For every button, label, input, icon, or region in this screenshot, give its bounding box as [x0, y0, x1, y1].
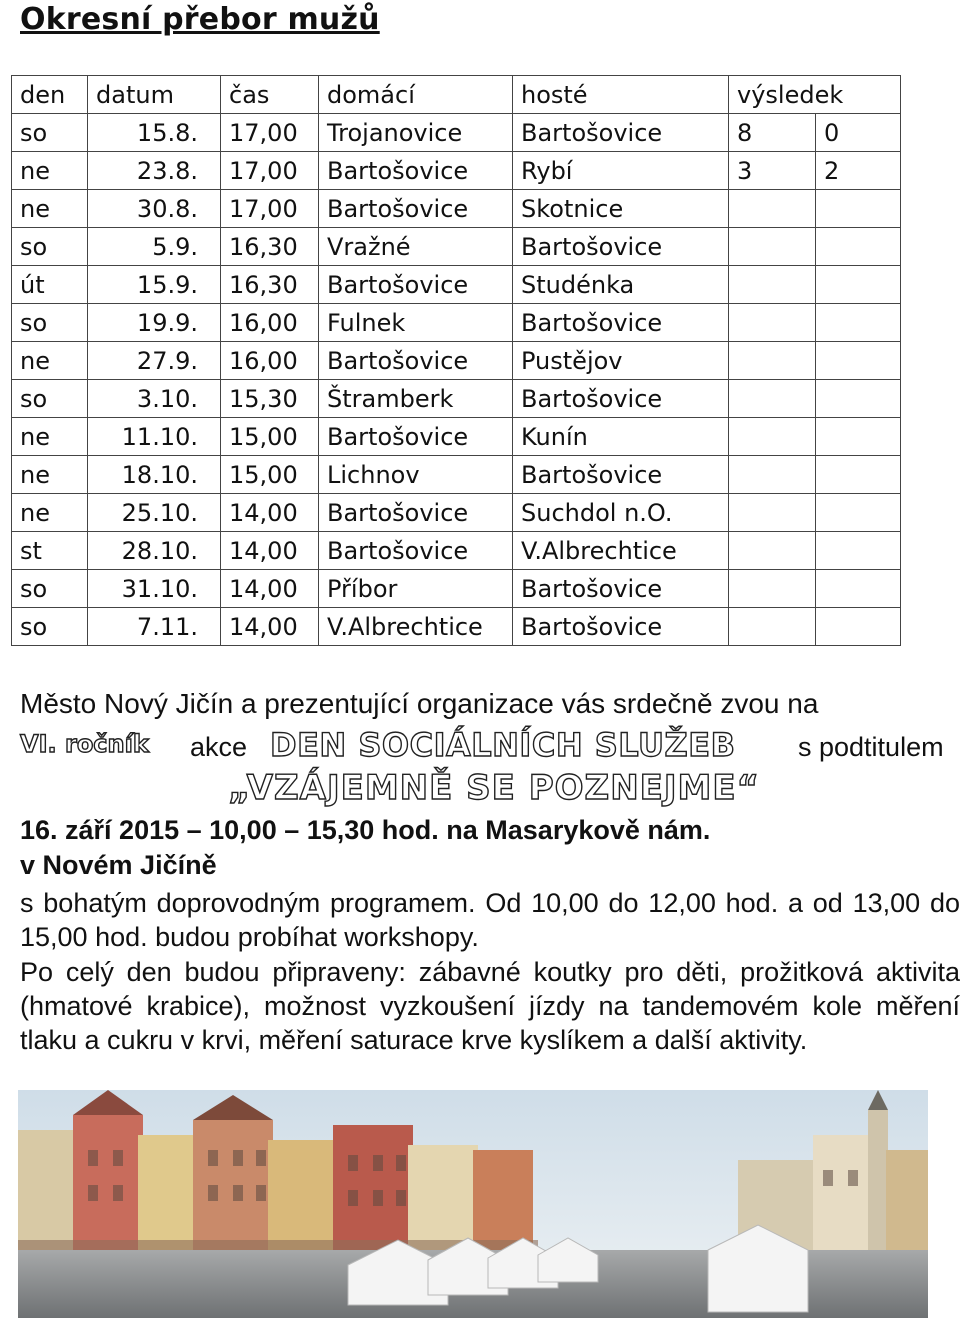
cell-domaci: Fulnek [319, 304, 513, 342]
cell-r1 [729, 570, 816, 608]
cell-den: so [12, 570, 88, 608]
cell-r1 [729, 494, 816, 532]
cell-den: út [12, 266, 88, 304]
cell-hoste: V.Albrechtice [513, 532, 729, 570]
cell-cas: 14,00 [221, 608, 319, 646]
cell-domaci: Štramberk [319, 380, 513, 418]
cell-hoste: Bartošovice [513, 304, 729, 342]
cell-den: ne [12, 494, 88, 532]
cell-domaci: Trojanovice [319, 114, 513, 152]
cell-cas: 17,00 [221, 190, 319, 228]
cell-den: so [12, 114, 88, 152]
event-date-line: 16. září 2015 – 10,00 – 15,30 hod. na Masarykově nám. [20, 815, 711, 845]
cell-domaci: Bartošovice [319, 342, 513, 380]
cell-r2 [816, 304, 901, 342]
cell-domaci: Bartošovice [319, 532, 513, 570]
cell-den: ne [12, 456, 88, 494]
podtitulem-label: s podtitulem [798, 732, 944, 762]
cell-cas: 15,00 [221, 456, 319, 494]
rocnik-label: VI. ročník [20, 730, 149, 758]
table-row [12, 380, 901, 418]
cell-r2 [816, 570, 901, 608]
cell-datum: 18.10. [88, 456, 221, 494]
cell-hoste: Kunín [513, 418, 729, 456]
cell-hoste: Bartošovice [513, 456, 729, 494]
akce-label: akce [190, 732, 248, 762]
cell-r2 [816, 456, 901, 494]
cell-r1 [729, 608, 816, 646]
cell-domaci: Bartošovice [319, 494, 513, 532]
table-header-row [12, 76, 901, 114]
cell-r1 [729, 380, 816, 418]
cell-hoste: Bartošovice [513, 570, 729, 608]
cell-cas: 14,00 [221, 532, 319, 570]
cell-hoste: Pustějov [513, 342, 729, 380]
cell-hoste: Bartošovice [513, 608, 729, 646]
cell-r2 [816, 418, 901, 456]
cell-domaci: V.Albrechtice [319, 608, 513, 646]
cell-den: so [12, 380, 88, 418]
cell-hoste: Bartošovice [513, 114, 729, 152]
cell-hoste: Studénka [513, 266, 729, 304]
cell-den: so [12, 608, 88, 646]
cell-den: ne [12, 342, 88, 380]
event-line [20, 726, 945, 772]
cell-r1: 8 [729, 114, 816, 152]
header-datum: datum [88, 76, 221, 114]
cell-hoste: Bartošovice [513, 228, 729, 266]
cell-r2 [816, 228, 901, 266]
cell-datum: 7.11. [88, 608, 221, 646]
table-row [12, 114, 901, 152]
table-row [12, 228, 901, 266]
cell-r1 [729, 456, 816, 494]
header-den: den [12, 76, 88, 114]
page-title: Okresní přebor mužů [20, 2, 380, 37]
cell-datum: 19.9. [88, 304, 221, 342]
cell-domaci: Bartošovice [319, 190, 513, 228]
cell-r1 [729, 190, 816, 228]
cell-r2 [816, 190, 901, 228]
cell-r1 [729, 418, 816, 456]
activities-paragraph: Po celý den budou připraveny: zábavné koutky pro děti, prožitková aktivita (hmatové krabice), možnost vyzkoušení jízdy na tandemovém kole měření tlaku a cukru v krvi, měření saturace krve kyslíkem a další aktivity. [20, 957, 960, 1055]
cell-domaci: Bartošovice [319, 418, 513, 456]
cell-cas: 16,30 [221, 266, 319, 304]
cell-datum: 15.8. [88, 114, 221, 152]
cell-den: st [12, 532, 88, 570]
table-row [12, 532, 901, 570]
invite-intro: Město Nový Jičín a prezentující organizace vás srdečně zvou na [20, 688, 819, 719]
cell-den: ne [12, 152, 88, 190]
cell-datum: 31.10. [88, 570, 221, 608]
cell-domaci: Lichnov [319, 456, 513, 494]
event-place-line: v Novém Jičíně [20, 850, 217, 880]
cell-datum: 15.9. [88, 266, 221, 304]
cell-r2 [816, 266, 901, 304]
table-row [12, 266, 901, 304]
cell-r2: 2 [816, 152, 901, 190]
header-domaci: domácí [319, 76, 513, 114]
table-row [12, 342, 901, 380]
cell-r2 [816, 532, 901, 570]
cell-cas: 14,00 [221, 570, 319, 608]
cell-r1: 3 [729, 152, 816, 190]
cell-domaci: Vražné [319, 228, 513, 266]
header-hoste: hosté [513, 76, 729, 114]
cell-hoste: Suchdol n.O. [513, 494, 729, 532]
program-paragraph: s bohatým doprovodným programem. Od 10,00 do 12,00 hod. a od 13,00 do 15,00 hod. budou probíhat workshopy. [20, 888, 960, 952]
table-row [12, 152, 901, 190]
table-row [12, 494, 901, 532]
cell-datum: 11.10. [88, 418, 221, 456]
cell-r1 [729, 266, 816, 304]
cell-r2 [816, 342, 901, 380]
cell-cas: 15,30 [221, 380, 319, 418]
cell-cas: 14,00 [221, 494, 319, 532]
event-subtitle: „VZÁJEMNĚ SE POZNEJME“ [228, 768, 760, 808]
table-row [12, 418, 901, 456]
cell-r1 [729, 304, 816, 342]
header-vysledek: výsledek [729, 76, 901, 114]
cell-datum: 5.9. [88, 228, 221, 266]
cell-cas: 15,00 [221, 418, 319, 456]
cell-datum: 25.10. [88, 494, 221, 532]
cell-den: ne [12, 418, 88, 456]
header-cas: čas [221, 76, 319, 114]
cell-domaci: Bartošovice [319, 266, 513, 304]
cell-datum: 3.10. [88, 380, 221, 418]
table-row [12, 608, 901, 646]
square-photo [18, 1090, 928, 1318]
cell-datum: 30.8. [88, 190, 221, 228]
cell-cas: 16,30 [221, 228, 319, 266]
cell-r2: 0 [816, 114, 901, 152]
cell-r1 [729, 532, 816, 570]
table-row [12, 570, 901, 608]
cell-cas: 17,00 [221, 152, 319, 190]
cell-datum: 28.10. [88, 532, 221, 570]
cell-r1 [729, 228, 816, 266]
square-photo-illustration [18, 1090, 928, 1318]
cell-r2 [816, 608, 901, 646]
cell-domaci: Příbor [319, 570, 513, 608]
cell-den: so [12, 228, 88, 266]
cell-hoste: Bartošovice [513, 380, 729, 418]
cell-domaci: Bartošovice [319, 152, 513, 190]
cell-hoste: Skotnice [513, 190, 729, 228]
cell-datum: 23.8. [88, 152, 221, 190]
table-row [12, 190, 901, 228]
cell-datum: 27.9. [88, 342, 221, 380]
cell-cas: 16,00 [221, 304, 319, 342]
cell-den: so [12, 304, 88, 342]
cell-r1 [729, 342, 816, 380]
event-name: DEN SOCIÁLNÍCH SLUŽEB [270, 726, 736, 764]
cell-cas: 17,00 [221, 114, 319, 152]
cell-hoste: Rybí [513, 152, 729, 190]
table-row [12, 304, 901, 342]
match-schedule-table [11, 75, 901, 646]
cell-r2 [816, 494, 901, 532]
cell-r2 [816, 380, 901, 418]
cell-den: ne [12, 190, 88, 228]
cell-cas: 16,00 [221, 342, 319, 380]
table-row [12, 456, 901, 494]
